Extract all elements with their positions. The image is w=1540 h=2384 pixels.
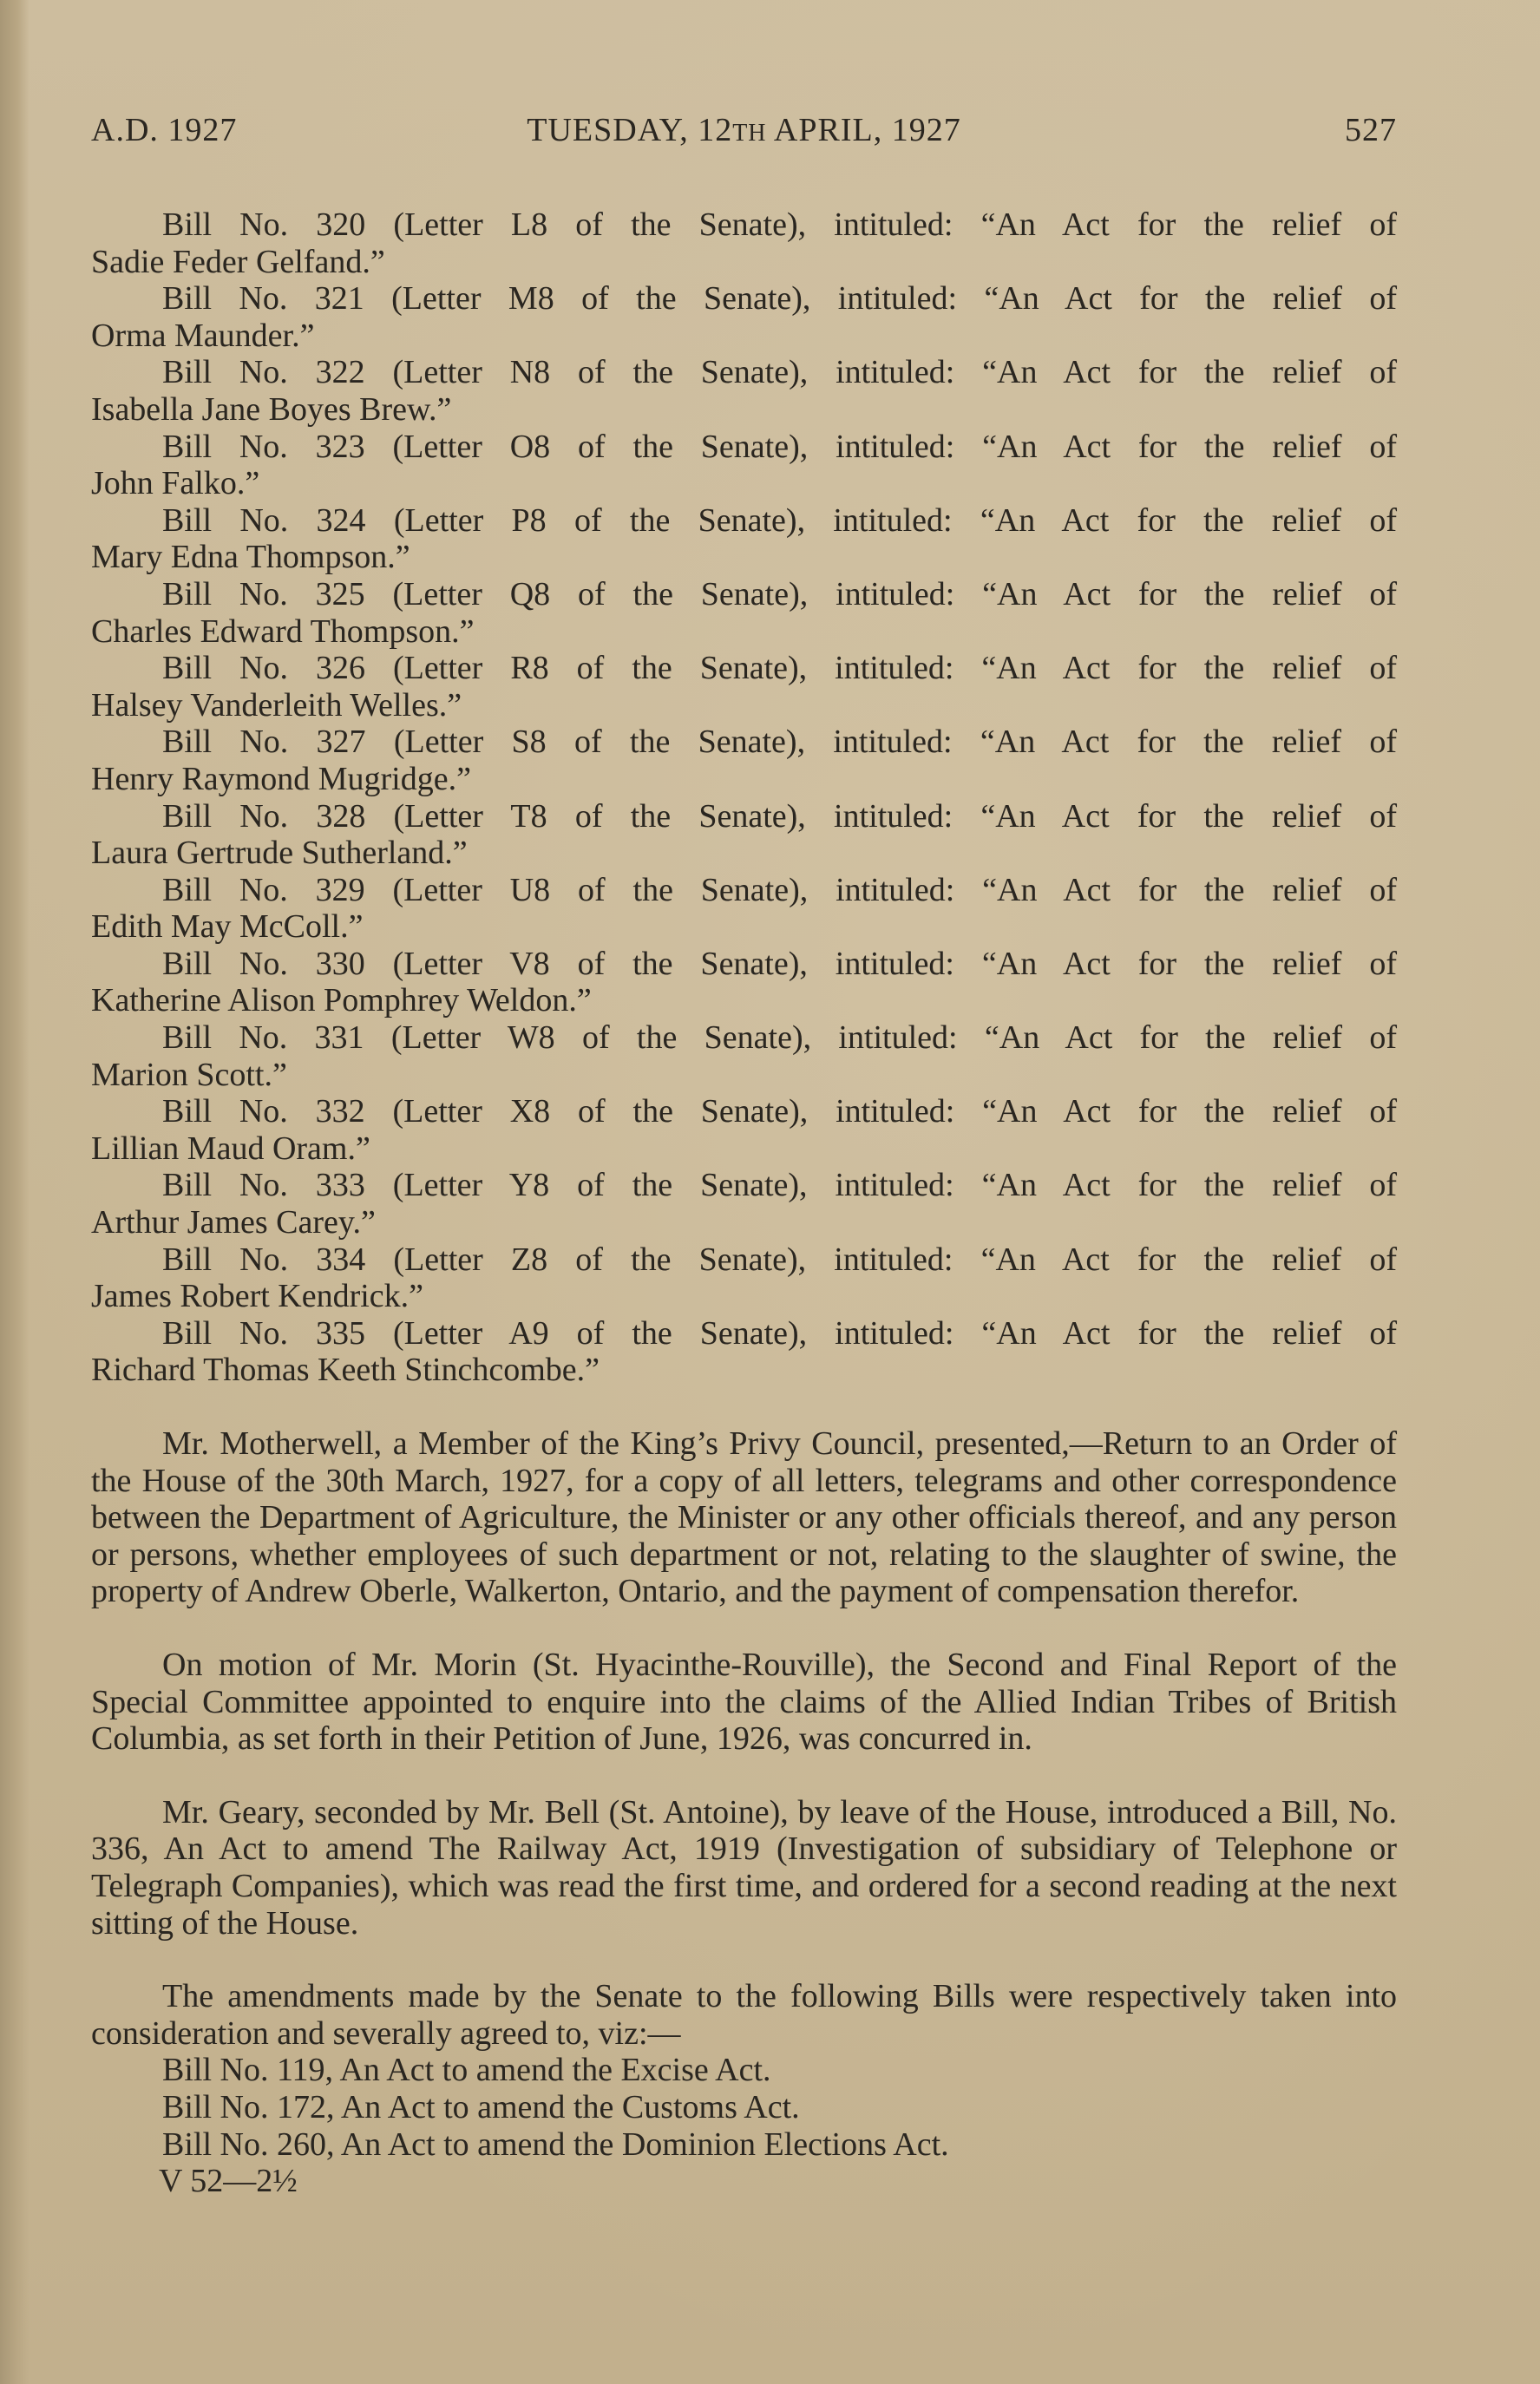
bill-relief-name: Lillian Maud Oram.” <box>91 1130 370 1167</box>
page-binding-edge <box>0 0 29 2384</box>
bill-entry <box>91 1019 1397 1093</box>
page-header <box>91 111 1397 154</box>
document-body <box>91 206 1397 2200</box>
paragraph-amendments: The amendments made by the Senate to the following Bills were respectively taken into consideration and severally agreed to, viz:— <box>91 1978 1397 2052</box>
bill-title-line: Bill No. 323 (Letter O8 of the Senate), intituled: “An Act for the relief of <box>162 428 1397 465</box>
bill-title-line: Bill No. 320 (Letter L8 of the Senate), intituled: “An Act for the relief of <box>162 206 1397 243</box>
bill-entry <box>91 576 1397 650</box>
header-year: A.D. 1927 <box>91 112 238 148</box>
bill-relief-name: Laura Gertrude Sutherland.” <box>91 835 468 872</box>
bill-title-line: Bill No. 321 (Letter M8 of the Senate), intituled: “An Act for the relief of <box>162 280 1397 318</box>
bill-relief-name: Mary Edna Thompson.” <box>91 539 410 576</box>
paragraph-geary: Mr. Geary, seconded by Mr. Bell (St. Antoine), by leave of the House, introduced a Bill, No. 336, An Act to amend The Railway Act, 1919 (Investigation of subsidiary of Telephone or Telegraph Companies), which was read the first time, and ordered for a second reading at the next sitting of the House. <box>91 1793 1397 1942</box>
bill-title-line: Bill No. 328 (Letter T8 of the Senate), intituled: “An Act for the relief of <box>162 797 1397 835</box>
spacer <box>91 1389 1397 1425</box>
bill-relief-name: Halsey Vanderleith Welles.” <box>91 686 462 724</box>
bill-relief-name: Sadie Feder Gelfand.” <box>91 243 385 280</box>
senate-bills-list <box>91 206 1397 1389</box>
paragraph-motherwell: Mr. Motherwell, a Member of the King’s Privy Council, presented,—Return to an Order of the House of the 30th March, 1927, for a copy of all letters, telegrams and other correspondence between the Department of Agriculture, the Minister or any other officials thereof, and any person or persons, whether employees of such department or not, relating to the slaughter of swine, the property of Andrew Oberle, Walkerton, Ontario, and the payment of compensation therefor. <box>91 1425 1397 1610</box>
bill-entry <box>91 798 1397 872</box>
bill-title-line: Bill No. 332 (Letter X8 of the Senate), intituled: “An Act for the relief of <box>162 1093 1397 1130</box>
bill-relief-name: Arthur James Carey.” <box>91 1204 376 1241</box>
bill-title-line: Bill No. 333 (Letter Y8 of the Senate), intituled: “An Act for the relief of <box>162 1167 1397 1204</box>
bill-title-line: Bill No. 322 (Letter N8 of the Senate), intituled: “An Act for the relief of <box>162 354 1397 391</box>
amended-bill-item: Bill No. 260, An Act to amend the Dominion Elections Act. <box>162 2125 949 2163</box>
bill-relief-name: Edith May McColl.” <box>91 908 364 946</box>
bill-entry <box>91 1167 1397 1241</box>
amended-bill-item: Bill No. 119, An Act to amend the Excise Act. <box>162 2052 771 2089</box>
header-date: TUESDAY, 12TH APRIL, 1927 <box>527 112 961 148</box>
bill-title-line: Bill No. 325 (Letter Q8 of the Senate), intituled: “An Act for the relief of <box>162 575 1397 612</box>
bill-relief-name: Richard Thomas Keeth Stinchcombe.” <box>91 1352 600 1389</box>
spacer <box>91 1610 1397 1647</box>
amended-bill-item: Bill No. 172, An Act to amend the Customs Act. <box>162 2088 800 2125</box>
bill-relief-name: Charles Edward Thompson.” <box>91 612 475 650</box>
bill-entry <box>91 872 1397 946</box>
bill-relief-name: Henry Raymond Mugridge.” <box>91 760 471 797</box>
spacer <box>91 1942 1397 1978</box>
signature-mark: V 52—2½ <box>159 2163 298 2200</box>
bill-title-line: Bill No. 326 (Letter R8 of the Senate), intituled: “An Act for the relief of <box>162 650 1397 687</box>
bill-title-line: Bill No. 327 (Letter S8 of the Senate), intituled: “An Act for the relief of <box>162 724 1397 761</box>
bill-entry <box>91 1093 1397 1167</box>
bill-entry <box>91 1241 1397 1315</box>
bill-entry <box>91 280 1397 354</box>
bill-entry <box>91 502 1397 576</box>
bill-relief-name: James Robert Kendrick.” <box>91 1278 424 1315</box>
bill-title-line: Bill No. 330 (Letter V8 of the Senate), intituled: “An Act for the relief of <box>162 945 1397 982</box>
bill-relief-name: Katherine Alison Pomphrey Weldon.” <box>91 982 592 1019</box>
bill-relief-name: Isabella Jane Boyes Brew.” <box>91 390 452 428</box>
bill-entry <box>91 724 1397 797</box>
bill-title-line: Bill No. 334 (Letter Z8 of the Senate), intituled: “An Act for the relief of <box>162 1241 1397 1278</box>
paragraph-morin: On motion of Mr. Morin (St. Hyacinthe-Rouville), the Second and Final Report of the Special Committee appointed to enquire into the claims of the Allied Indian Tribes of British Columbia, as set forth in their Petition of June, 1926, was concurred in. <box>91 1646 1397 1758</box>
page-number: 527 <box>1345 112 1397 148</box>
bill-entry <box>91 429 1397 502</box>
bill-title-line: Bill No. 324 (Letter P8 of the Senate), intituled: “An Act for the relief of <box>162 501 1397 539</box>
bill-entry <box>91 946 1397 1019</box>
bill-entry <box>91 206 1397 280</box>
bill-entry <box>91 1315 1397 1389</box>
spacer <box>91 1758 1397 1794</box>
bill-relief-name: Marion Scott.” <box>91 1056 287 1093</box>
bill-title-line: Bill No. 335 (Letter A9 of the Senate), intituled: “An Act for the relief of <box>162 1314 1397 1352</box>
bill-title-line: Bill No. 331 (Letter W8 of the Senate), intituled: “An Act for the relief of <box>162 1019 1397 1057</box>
bill-relief-name: Orma Maunder.” <box>91 317 315 354</box>
bill-title-line: Bill No. 329 (Letter U8 of the Senate), intituled: “An Act for the relief of <box>162 871 1397 908</box>
bill-entry <box>91 354 1397 428</box>
bill-entry <box>91 650 1397 724</box>
bill-relief-name: John Falko.” <box>91 465 260 502</box>
